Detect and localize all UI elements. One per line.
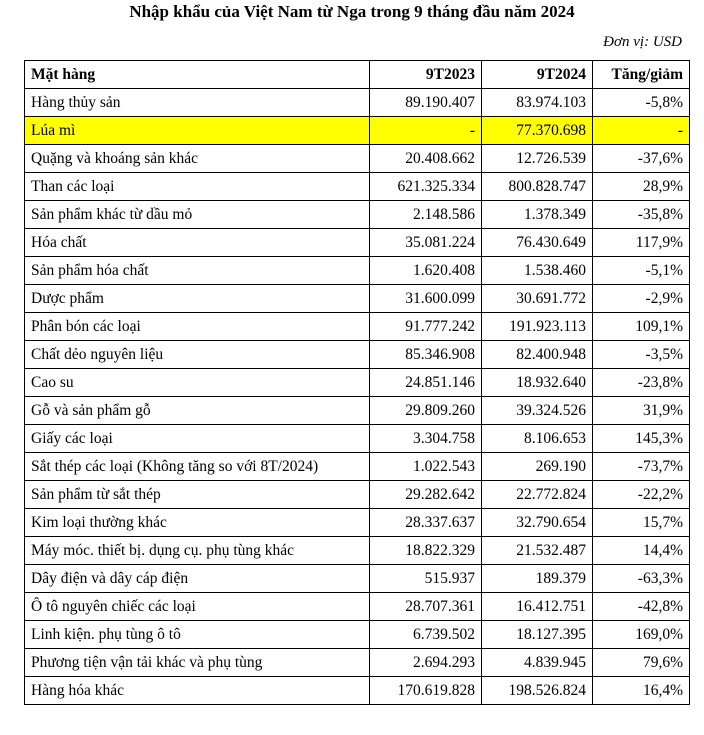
item-name-cell: Dây điện và dây cáp điện bbox=[25, 565, 370, 593]
value-9t2024-cell: 83.974.103 bbox=[482, 89, 593, 117]
value-9t2023-cell: 170.619.828 bbox=[370, 677, 482, 705]
item-name-cell: Phân bón các loại bbox=[25, 313, 370, 341]
value-9t2023-cell: 1.620.408 bbox=[370, 257, 482, 285]
item-name-cell: Sản phẩm khác từ dầu mỏ bbox=[25, 201, 370, 229]
table-row bbox=[25, 621, 690, 649]
change-cell: 117,9% bbox=[593, 229, 690, 257]
value-9t2024-cell: 32.790.654 bbox=[482, 509, 593, 537]
table-row bbox=[25, 397, 690, 425]
item-name-cell: Kim loại thường khác bbox=[25, 509, 370, 537]
item-name-cell: Sản phẩm hóa chất bbox=[25, 257, 370, 285]
value-9t2023-cell: 31.600.099 bbox=[370, 285, 482, 313]
value-9t2024-cell: 18.127.395 bbox=[482, 621, 593, 649]
value-9t2024-cell: 800.828.747 bbox=[482, 173, 593, 201]
value-9t2024-cell: 18.932.640 bbox=[482, 369, 593, 397]
change-cell: -73,7% bbox=[593, 453, 690, 481]
item-name-cell: Chất dẻo nguyên liệu bbox=[25, 341, 370, 369]
change-cell: -37,6% bbox=[593, 145, 690, 173]
value-9t2024-cell: 39.324.526 bbox=[482, 397, 593, 425]
table-row bbox=[25, 173, 690, 201]
change-cell: -22,2% bbox=[593, 481, 690, 509]
item-name-cell: Sắt thép các loại (Không tăng so với 8T/2024) bbox=[25, 453, 370, 481]
change-cell: -63,3% bbox=[593, 565, 690, 593]
value-9t2023-cell: 29.282.642 bbox=[370, 481, 482, 509]
table-body bbox=[25, 89, 690, 705]
change-cell: -5,8% bbox=[593, 89, 690, 117]
change-cell: 31,9% bbox=[593, 397, 690, 425]
item-name-cell: Hóa chất bbox=[25, 229, 370, 257]
item-name-cell: Dược phẩm bbox=[25, 285, 370, 313]
change-cell: -23,8% bbox=[593, 369, 690, 397]
item-name-cell: Máy móc. thiết bị. dụng cụ. phụ tùng khác bbox=[25, 537, 370, 565]
item-name-cell: Quặng và khoáng sản khác bbox=[25, 145, 370, 173]
value-9t2024-cell: 16.412.751 bbox=[482, 593, 593, 621]
value-9t2023-cell: 1.022.543 bbox=[370, 453, 482, 481]
value-9t2023-cell: - bbox=[370, 117, 482, 145]
table-row bbox=[25, 649, 690, 677]
item-name-cell: Cao su bbox=[25, 369, 370, 397]
change-cell: -3,5% bbox=[593, 341, 690, 369]
change-cell: 14,4% bbox=[593, 537, 690, 565]
item-name-cell: Phương tiện vận tải khác và phụ tùng bbox=[25, 649, 370, 677]
change-cell: - bbox=[593, 117, 690, 145]
value-9t2024-cell: 191.923.113 bbox=[482, 313, 593, 341]
table-row bbox=[25, 509, 690, 537]
table-row bbox=[25, 341, 690, 369]
change-cell: 79,6% bbox=[593, 649, 690, 677]
unit-label: Đơn vị: USD bbox=[603, 34, 682, 50]
table-row bbox=[25, 229, 690, 257]
table-row bbox=[25, 89, 690, 117]
change-cell: -5,1% bbox=[593, 257, 690, 285]
item-name-cell: Ô tô nguyên chiếc các loại bbox=[25, 593, 370, 621]
value-9t2023-cell: 515.937 bbox=[370, 565, 482, 593]
table-row bbox=[25, 145, 690, 173]
value-9t2024-cell: 269.190 bbox=[482, 453, 593, 481]
item-name-cell: Giấy các loại bbox=[25, 425, 370, 453]
item-name-cell: Linh kiện. phụ tùng ô tô bbox=[25, 621, 370, 649]
change-cell: 16,4% bbox=[593, 677, 690, 705]
value-9t2024-cell: 189.379 bbox=[482, 565, 593, 593]
table-row bbox=[25, 481, 690, 509]
table-row bbox=[25, 453, 690, 481]
value-9t2024-cell: 12.726.539 bbox=[482, 145, 593, 173]
value-9t2024-cell: 8.106.653 bbox=[482, 425, 593, 453]
table-row bbox=[25, 257, 690, 285]
item-name-cell: Gỗ và sản phẩm gỗ bbox=[25, 397, 370, 425]
change-cell: -2,9% bbox=[593, 285, 690, 313]
value-9t2024-cell: 76.430.649 bbox=[482, 229, 593, 257]
value-9t2023-cell: 621.325.334 bbox=[370, 173, 482, 201]
value-9t2023-cell: 28.337.637 bbox=[370, 509, 482, 537]
change-cell: 145,3% bbox=[593, 425, 690, 453]
item-name-cell: Than các loại bbox=[25, 173, 370, 201]
value-9t2024-cell: 1.538.460 bbox=[482, 257, 593, 285]
table-row bbox=[25, 313, 690, 341]
value-9t2023-cell: 35.081.224 bbox=[370, 229, 482, 257]
item-name-cell: Sản phẩm từ sắt thép bbox=[25, 481, 370, 509]
change-cell: -35,8% bbox=[593, 201, 690, 229]
table-row bbox=[25, 285, 690, 313]
header-9t2023: 9T2023 bbox=[370, 61, 482, 89]
value-9t2023-cell: 28.707.361 bbox=[370, 593, 482, 621]
value-9t2024-cell: 198.526.824 bbox=[482, 677, 593, 705]
value-9t2023-cell: 6.739.502 bbox=[370, 621, 482, 649]
value-9t2023-cell: 89.190.407 bbox=[370, 89, 482, 117]
table-row bbox=[25, 565, 690, 593]
change-cell: -42,8% bbox=[593, 593, 690, 621]
table-row bbox=[25, 117, 690, 145]
header-row bbox=[25, 61, 690, 89]
value-9t2024-cell: 22.772.824 bbox=[482, 481, 593, 509]
value-9t2023-cell: 2.148.586 bbox=[370, 201, 482, 229]
value-9t2023-cell: 20.408.662 bbox=[370, 145, 482, 173]
value-9t2023-cell: 29.809.260 bbox=[370, 397, 482, 425]
value-9t2024-cell: 82.400.948 bbox=[482, 341, 593, 369]
header-item: Mặt hàng bbox=[25, 61, 370, 89]
value-9t2023-cell: 91.777.242 bbox=[370, 313, 482, 341]
change-cell: 15,7% bbox=[593, 509, 690, 537]
item-name-cell: Hàng hóa khác bbox=[25, 677, 370, 705]
header-9t2024: 9T2024 bbox=[482, 61, 593, 89]
header-change: Tăng/giảm bbox=[593, 61, 690, 89]
item-name-cell: Lúa mì bbox=[25, 117, 370, 145]
value-9t2024-cell: 4.839.945 bbox=[482, 649, 593, 677]
change-cell: 109,1% bbox=[593, 313, 690, 341]
value-9t2024-cell: 30.691.772 bbox=[482, 285, 593, 313]
table-row bbox=[25, 369, 690, 397]
table-row bbox=[25, 537, 690, 565]
change-cell: 28,9% bbox=[593, 173, 690, 201]
value-9t2023-cell: 24.851.146 bbox=[370, 369, 482, 397]
value-9t2024-cell: 77.370.698 bbox=[482, 117, 593, 145]
item-name-cell: Hàng thủy sản bbox=[25, 89, 370, 117]
table-row bbox=[25, 425, 690, 453]
change-cell: 169,0% bbox=[593, 621, 690, 649]
table-row bbox=[25, 677, 690, 705]
value-9t2024-cell: 1.378.349 bbox=[482, 201, 593, 229]
value-9t2023-cell: 85.346.908 bbox=[370, 341, 482, 369]
table-row bbox=[25, 201, 690, 229]
table-title: Nhập khẩu của Việt Nam từ Nga trong 9 tháng đầu năm 2024 bbox=[129, 2, 575, 21]
value-9t2024-cell: 21.532.487 bbox=[482, 537, 593, 565]
import-table bbox=[24, 60, 690, 705]
value-9t2023-cell: 2.694.293 bbox=[370, 649, 482, 677]
table-row bbox=[25, 593, 690, 621]
value-9t2023-cell: 3.304.758 bbox=[370, 425, 482, 453]
value-9t2023-cell: 18.822.329 bbox=[370, 537, 482, 565]
